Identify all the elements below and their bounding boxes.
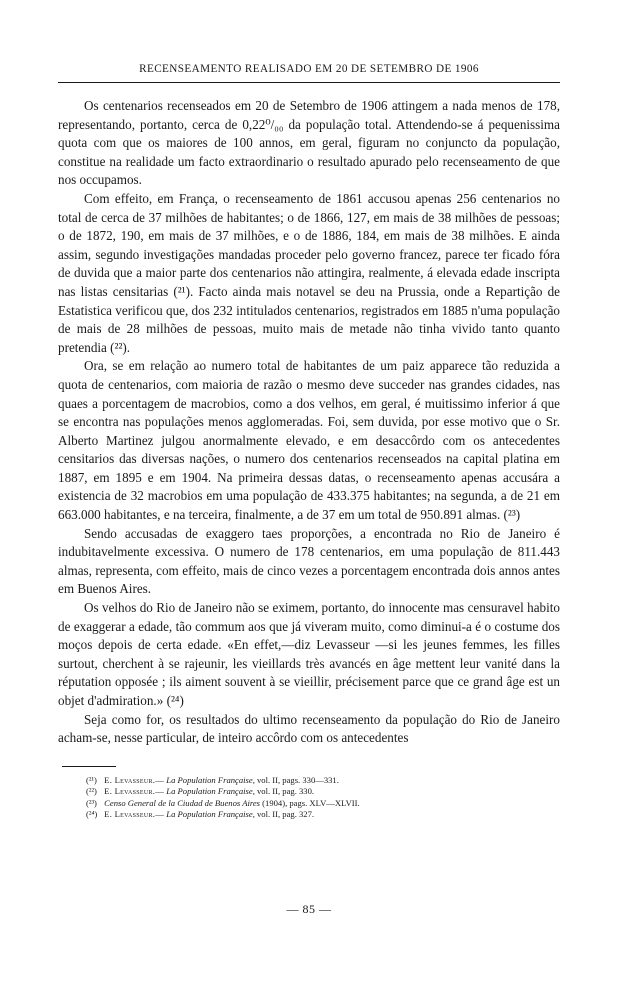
paragraph: Os velhos do Rio de Janeiro não se eximem, portanto, do innocente mas censuravel habito de exaggerar a edade, tão commum aos que já viveram muito, como diminui-a é o costume dos moços depois de certa edade. «En effet,—diz Levasseur —si les jeunes femmes, les filles surtout, cherchent à se rajeunir, les vieillards très avancés en âge mettent leur vanité dans la réputation opposée ; ils aiment souvent à se vieillir, précisement parce que ce grand âge est un objet d'admiration.» (²⁴) [58,600,560,708]
footnote [86,786,560,798]
footnote-reference: (1904), pags. XLV—XLVII. [260,797,360,808]
document-page [58,62,560,916]
footnote-rule [62,766,116,767]
footnote-title: La Population Française, [166,774,255,785]
footnote-number: (²²) [86,786,97,797]
paragraph: Os centenarios recenseados em 20 de Setembro de 1906 attingem a nada menos de 178, representando, portanto, cerca de 0,22⁰/₀₀ da população total. Attendendo-se á pequenissima quota com que os maiores de 100 annos, em geral, figuram no conjuncto da população, constitue na realidade um facto extraordinario o resultado apurado pelo recenseamento de que nos occupamos. [58,98,560,188]
footnote [86,775,560,787]
paragraph: Ora, se em relação ao numero total de habitantes de um paiz apparece tão reduzida a quota de centenarios, com maioria de razão o mesmo deve succeder nas grandes cidades, nas quaes a porcentagem de macrobios, como a dos velhos, em geral, é muitissimo inferior á que se encontra nas populações menos agglomeradas. Foi, sem duvida, por esse motivo que o Sr. Alberto Martinez julgou anormalmente elevado, e em desaccôrdo com os antecedentes censitarios das diversas nações, o numero dos centenarios recenseados na capital platina em 1887, em 1895 e em 1904. Na primeira dessas datas, o recenseamento apenas accusára a existencia de 32 macrobios em uma população de 433.375 habitantes; na segunda, a de 21 em 663.000 habitantes, e na terceira, finalmente, a de 37 em um total de 950.891 almas. (²³) [58,358,560,523]
paragraph: Com effeito, em França, o recenseamento de 1861 accusou apenas 256 centenarios no total de cerca de 37 milhões de habitantes; o de 1866, 127, em mais de 38 milhões de pessoas; o de 1872, 190, em mais de 37 milhões, e o de 1886, 184, em mais de 38 milhões. E ainda assim, segundo investigações mandadas proceder pelo governo francez, parece ter ficado fóra de duvida que a maior parte dos centenarios não attingira, realmente, á elevada edade inscripta nas listas censitarias (²¹). Facto ainda mais notavel se deu na Prussia, onde a Repartição de Estatistica verificou que, dos 232 intitulados centenarios, registrados em 1885 n'uma população de mais de 28 milhões de pessoas, muito mais de metade não tinha vivido tanto quanto pretendia (²²). [58,190,560,355]
paragraph: Sendo accusadas de exaggero taes proporções, a encontrada no Rio de Janeiro é indubitavelmente excessiva. O numero de 178 centenarios, em uma população de 811.443 almas, representa, com effeito, mais de cinco vezes a porcentagem encontrada dois annos antes em Buenos Aires. [58,525,560,597]
footnote-number: (²⁴) [86,809,98,820]
footnote-reference: vol. II, pag. 330. [254,786,315,797]
footnote-title: Censo General de la Ciudad de Buenos Aires [104,797,261,808]
footnote [86,798,560,810]
footnote [86,809,560,821]
body-text [58,97,560,748]
footnotes [86,775,560,821]
footnote-title: La Population Française, [166,786,255,797]
paragraph: Seja como for, os resultados do ultimo recenseamento da população do Rio de Janeiro acham-se, nesse particular, de inteiro accôrdo com os antecedentes [58,711,560,746]
running-head: RECENSEAMENTO REALISADO EM 20 DE SETEMBRO DE 1906 [139,63,479,75]
header-rule [58,82,560,83]
footnote-number: (²³) [86,797,97,808]
footnote-title: La Population Française, [166,809,255,820]
footnote-author: E. Levasseur.— [104,786,165,797]
footnote-author: E. Levasseur.— [104,774,165,785]
footnote-reference: vol. II, pag. 327. [254,809,315,820]
footnote-author: E. Levasseur.— [104,809,165,820]
footnote-number: (²¹) [86,774,97,785]
footnote-reference: vol. II, pags. 330—331. [254,774,339,785]
page-number: — 85 — [286,902,332,916]
